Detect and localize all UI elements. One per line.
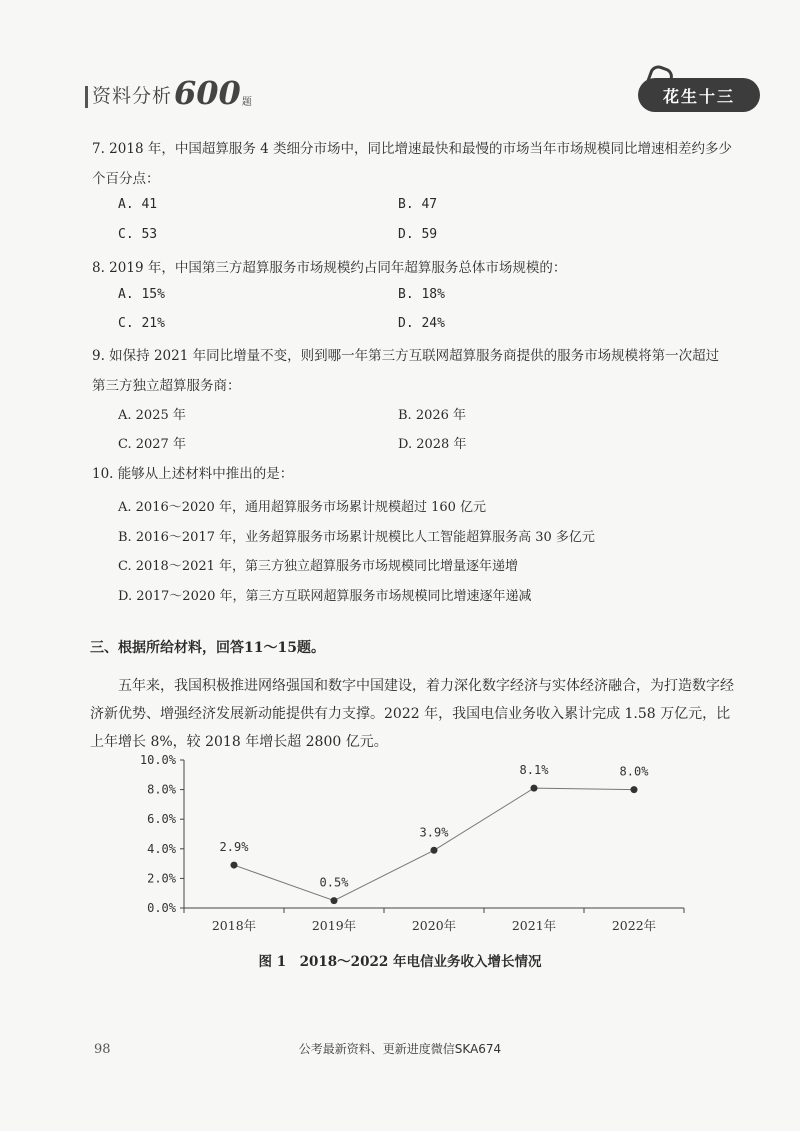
data-point <box>331 897 338 904</box>
y-axis-ticks <box>140 753 184 915</box>
y-tick-label: 10.0% <box>139 753 176 767</box>
line-chart <box>128 752 688 944</box>
data-point <box>231 862 238 869</box>
book-title: 资料分析 <box>92 85 173 107</box>
data-point <box>431 847 438 854</box>
header-bar <box>85 86 88 108</box>
question-8-stem: 8. 2019 年，中国第三方超算服务市场规模约占同年超算服务总体市场规模的： <box>92 260 567 276</box>
chart-caption: 图 1 2018～2022 年电信业务收入增长情况 <box>258 954 542 970</box>
x-axis-ticks <box>184 908 684 933</box>
y-tick-label: 6.0% <box>147 812 176 827</box>
section-title: 三、根据所给材料，回答11～15题。 <box>90 640 325 656</box>
question-10-option-a: A. 2016～2020 年，通用超算服务市场累计规模超过 160 亿元 <box>118 500 487 515</box>
y-tick-label: 2.0% <box>147 871 176 886</box>
x-tick-label: 2019年 <box>311 918 357 933</box>
book-suffix: 题 <box>241 97 252 108</box>
y-tick-label: 4.0% <box>147 841 176 856</box>
book-header <box>92 74 252 112</box>
book-number: 600 <box>174 74 241 112</box>
question-7-option-a: A. 41 <box>118 197 158 212</box>
data-label: 3.9% <box>419 825 449 840</box>
x-tick-label: 2021年 <box>511 918 557 933</box>
data-labels <box>220 763 650 889</box>
question-9-option-d: D. 2028 年 <box>398 437 467 452</box>
data-points <box>231 785 638 904</box>
data-label: 8.0% <box>619 764 649 779</box>
y-tick-label: 0.0% <box>147 901 176 915</box>
series-line <box>234 788 634 900</box>
question-8-option-d: D. 24% <box>398 316 445 331</box>
question-10-option-c: C. 2018～2021 年，第三方独立超算服务市场规模同比增量逐年递增 <box>118 559 519 574</box>
question-10-option-d: D. 2017～2020 年，第三方互联网超算服务市场规模同比增速逐年递减 <box>118 589 532 604</box>
data-label: 0.5% <box>319 875 349 890</box>
x-tick-label: 2022年 <box>611 918 657 933</box>
data-point <box>531 785 538 792</box>
question-8-option-a: A. 15% <box>118 287 165 302</box>
question-9-option-a: A. 2025 年 <box>118 408 186 423</box>
material-paragraph: 五年来，我国积极推进网络强国和数字中国建设，着力深化数字经济与实体经济融合，为打造数字经济新优势、增强经济发展新动能提供有力支撑。2022 年，我国电信业务收入累计完成 1.58 万亿元，比上年增长 8%，较 2018 年增长超 2800 亿元。 <box>90 678 734 750</box>
data-label: 8.1% <box>519 763 549 778</box>
question-7-stem: 7. 2018 年，中国超算服务 4 类细分市场中，同比增速最快和最慢的市场当年市场规模同比增速相差约多少个百分点： <box>92 141 732 187</box>
x-tick-label: 2020年 <box>411 918 457 933</box>
question-10-stem: 10. 能够从上述材料中推出的是： <box>92 466 294 482</box>
x-tick-label: 2018年 <box>211 918 257 933</box>
data-point <box>631 786 638 793</box>
question-8-option-b: B. 18% <box>398 287 445 302</box>
question-9-option-c: C. 2027 年 <box>118 437 186 452</box>
question-8-option-c: C. 21% <box>118 316 165 331</box>
question-9-stem: 9. 如保持 2021 年同比增量不变，则到哪一年第三方互联网超算服务商提供的服务市场规模将第一次超过第三方独立超算服务商： <box>92 348 720 394</box>
page-number: 98 <box>94 1042 111 1057</box>
footer-note: 公考最新资料、更新进度微信SKA674 <box>298 1042 502 1056</box>
question-7-option-d: D. 59 <box>398 227 438 242</box>
question-9-option-b: B. 2026 年 <box>398 408 467 423</box>
data-label: 2.9% <box>219 840 249 855</box>
y-tick-label: 8.0% <box>147 782 176 797</box>
question-10-option-b: B. 2016～2017 年，业务超算服务市场累计规模比人工智能超算服务高 30 多亿元 <box>118 530 595 545</box>
question-7-option-b: B. 47 <box>398 197 438 212</box>
brand-badge: 花生十三 <box>638 78 760 112</box>
question-7-option-c: C. 53 <box>118 227 158 242</box>
